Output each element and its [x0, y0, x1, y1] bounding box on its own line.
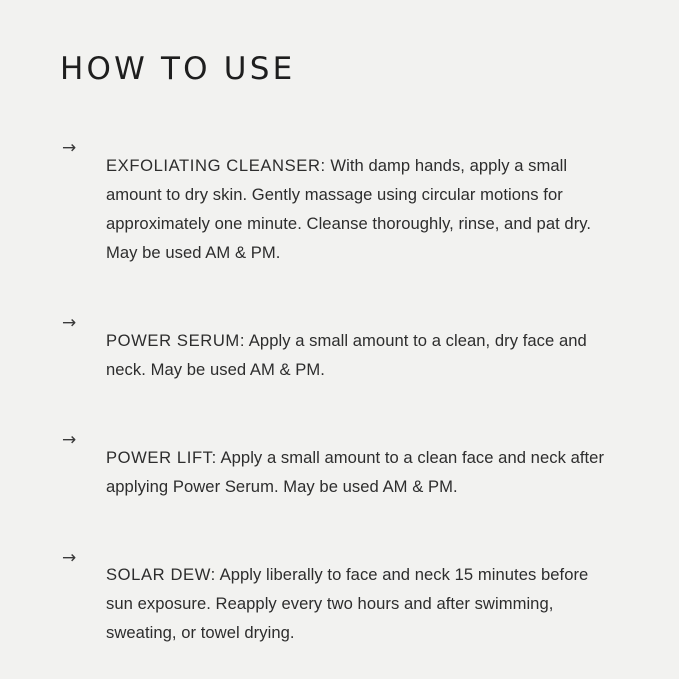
step-label: EXFOLIATING CLEANSER:	[106, 155, 326, 175]
arrow-right-icon: →	[62, 138, 77, 159]
step-body: With damp hands, apply a small amount to dry skin. Gently massage using circular motions for approximately one minute. Cleanse thoroughly, rinse, and pat dry. May be used AM & PM.	[106, 155, 592, 262]
step-body: Apply a small amount to a clean, dry face and neck. May be used AM & PM.	[106, 330, 587, 379]
step-text	[106, 443, 619, 501]
step-label: SOLAR DEW:	[106, 565, 216, 585]
step-text	[106, 326, 619, 384]
page-title: HOW TO USE	[60, 51, 296, 87]
steps-list	[60, 134, 619, 664]
list-item	[62, 309, 619, 400]
list-item	[62, 426, 619, 517]
step-text	[106, 151, 619, 267]
step-text	[106, 560, 619, 647]
step-label: POWER LIFT:	[106, 448, 217, 468]
arrow-right-icon: →	[62, 430, 77, 451]
list-item	[62, 544, 619, 664]
step-body: Apply a small amount to a clean face and neck after applying Power Serum. May be used AM & PM.	[106, 448, 605, 497]
arrow-right-icon: →	[62, 547, 77, 568]
list-item	[62, 134, 619, 283]
step-label: POWER SERUM:	[106, 330, 246, 350]
step-body: Apply liberally to face and neck 15 minutes before sun exposure. Reapply every two hours and after swimming, sweating, or towel drying.	[106, 565, 589, 643]
arrow-right-icon: →	[62, 313, 77, 334]
